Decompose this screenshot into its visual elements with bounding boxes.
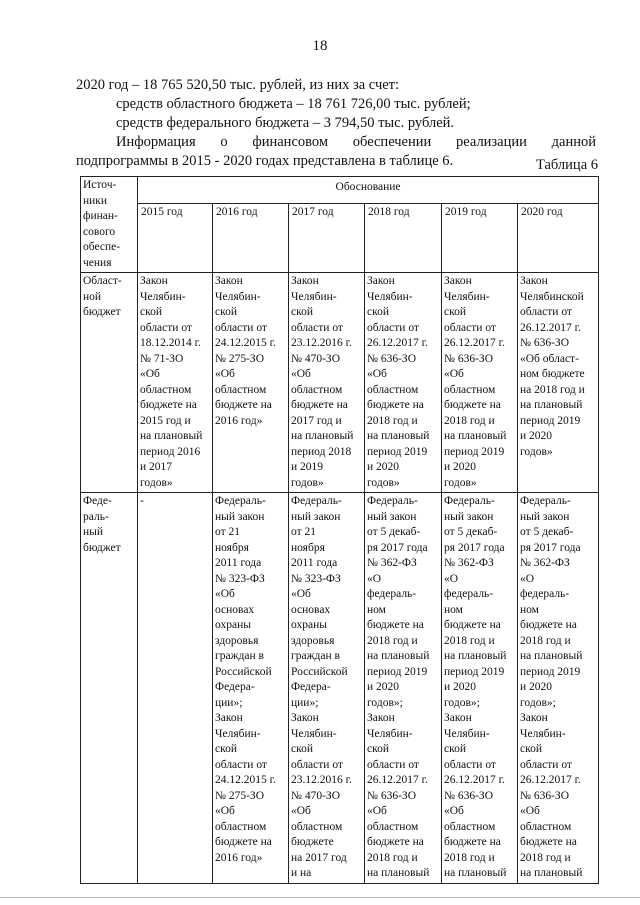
- intro-word: обеспечении: [352, 134, 432, 150]
- header-year: 2018 год: [365, 204, 442, 273]
- row-source-label: Област- ной бюджет: [81, 273, 138, 493]
- intro-line-regional: средств областного бюджета – 18 761 726,00 тыс. рублей;: [116, 96, 471, 112]
- table-cell: Федераль- ный закон от 21 ноября 2011 года № 323-ФЗ «Об основах охраны здоровья граждан в Российской Федера- ции»; Закон Челябин- ской области от 24.12.2015 г. № 275-ЗО «Об областном бюджете на 2016 год»: [213, 493, 289, 884]
- intro-line-information: [76, 133, 596, 152]
- intro-paragraph: [76, 76, 596, 171]
- intro-word: Информация: [116, 134, 196, 150]
- table-cell: Федераль- ный закон от 21 ноября 2011 года № 323-ФЗ «Об основах охраны здоровья граждан в Российской Федера- ции»; Закон Челябин- ской области от 23.12.2016 г. № 470-ЗО «Об областном бюджете на 2017 год и на: [289, 493, 365, 884]
- intro-line-federal: средств федерального бюджета – 3 794,50 тыс. рублей.: [116, 115, 455, 131]
- intro-line-reference: подпрограммы в 2015 - 2020 годах представлена в таблице 6.: [76, 153, 454, 169]
- scan-bottom-edge: [0, 897, 640, 898]
- intro-word: реализации: [456, 134, 527, 150]
- table-cell: Закон Челябин- ской области от 26.12.2017 г. № 636-ЗО «Об областном бюджете на 2018 год и на плановый период 2019 и 2020 годов»: [365, 273, 442, 493]
- intro-word: данной: [551, 134, 596, 150]
- table-years-row: [81, 204, 599, 273]
- table-row-federal: [81, 493, 599, 884]
- intro-word: финансовом: [252, 134, 329, 150]
- page-number: 18: [312, 38, 328, 54]
- intro-line-total-2020: 2020 год – 18 765 520,50 тыс. рублей, из них за счет:: [76, 77, 400, 93]
- header-year: 2020 год: [518, 204, 599, 273]
- header-source: Источ- ники финан- сового обеспе- чения: [81, 177, 138, 273]
- table-row-regional: [81, 273, 599, 493]
- header-year: 2019 год: [442, 204, 518, 273]
- table-cell: Закон Челябин- ской области от 23.12.2016 г. № 470-ЗО «Об областном бюджете на 2017 год и на плановый период 2018 и 2019 годов»: [289, 273, 365, 493]
- table-cell: Закон Челябинской области от 26.12.2017 г. № 636-ЗО «Об област- ном бюджете на 2018 год и на плановый период 2019 и 2020 годов»: [518, 273, 599, 493]
- header-basis: Обоснование: [138, 177, 599, 204]
- table-cell: Закон Челябин- ской области от 24.12.2015 г. № 275-ЗО «Об областном бюджете на 2016 год»: [213, 273, 289, 493]
- header-year: 2017 год: [289, 204, 365, 273]
- financing-table: [80, 176, 599, 884]
- table-cell: Закон Челябин- ской области от 26.12.2017 г. № 636-ЗО «Об областном бюджете на 2018 год и на плановый период 2019 и 2020 годов»: [442, 273, 518, 493]
- table-cell: Закон Челябин- ской области от 18.12.2014 г. № 71-ЗО «Об областном бюджете на 2015 год и на плановый период 2016 и 2017 годов»: [138, 273, 213, 493]
- header-year: 2016 год: [213, 204, 289, 273]
- table-cell: Федераль- ный закон от 5 декаб- ря 2017 года № 362-ФЗ «О федераль- ном бюджете на 2018 год и на плановый период 2019 и 2020 годов»; Закон Челябин- ской области от 26.12.2017 г. № 636-ЗО «Об областном бюджете на 2018 год и на плановый: [365, 493, 442, 884]
- header-year: 2015 год: [138, 204, 213, 273]
- table-caption: Таблица 6: [535, 157, 598, 173]
- table-cell: -: [138, 493, 213, 884]
- table-cell: Федераль- ный закон от 5 декаб- ря 2017 года № 362-ФЗ «О федераль- ном бюджете на 2018 год и на плановый период 2019 и 2020 годов»; Закон Челябин- ской области от 26.12.2017 г. № 636-ЗО «Об областном бюджете на 2018 год и на плановый: [442, 493, 518, 884]
- table-cell: Федераль- ный закон от 5 декаб- ря 2017 года № 362-ФЗ «О федераль- ном бюджете на 2018 год и на плановый период 2019 и 2020 годов»; Закон Челябин- ской области от 26.12.2017 г. № 636-ЗО «Об областном бюджете на 2018 год и на плановый: [518, 493, 599, 884]
- intro-word: о: [220, 134, 228, 150]
- table-header-row: [81, 177, 599, 204]
- row-source-label: Феде- раль- ный бюджет: [81, 493, 138, 884]
